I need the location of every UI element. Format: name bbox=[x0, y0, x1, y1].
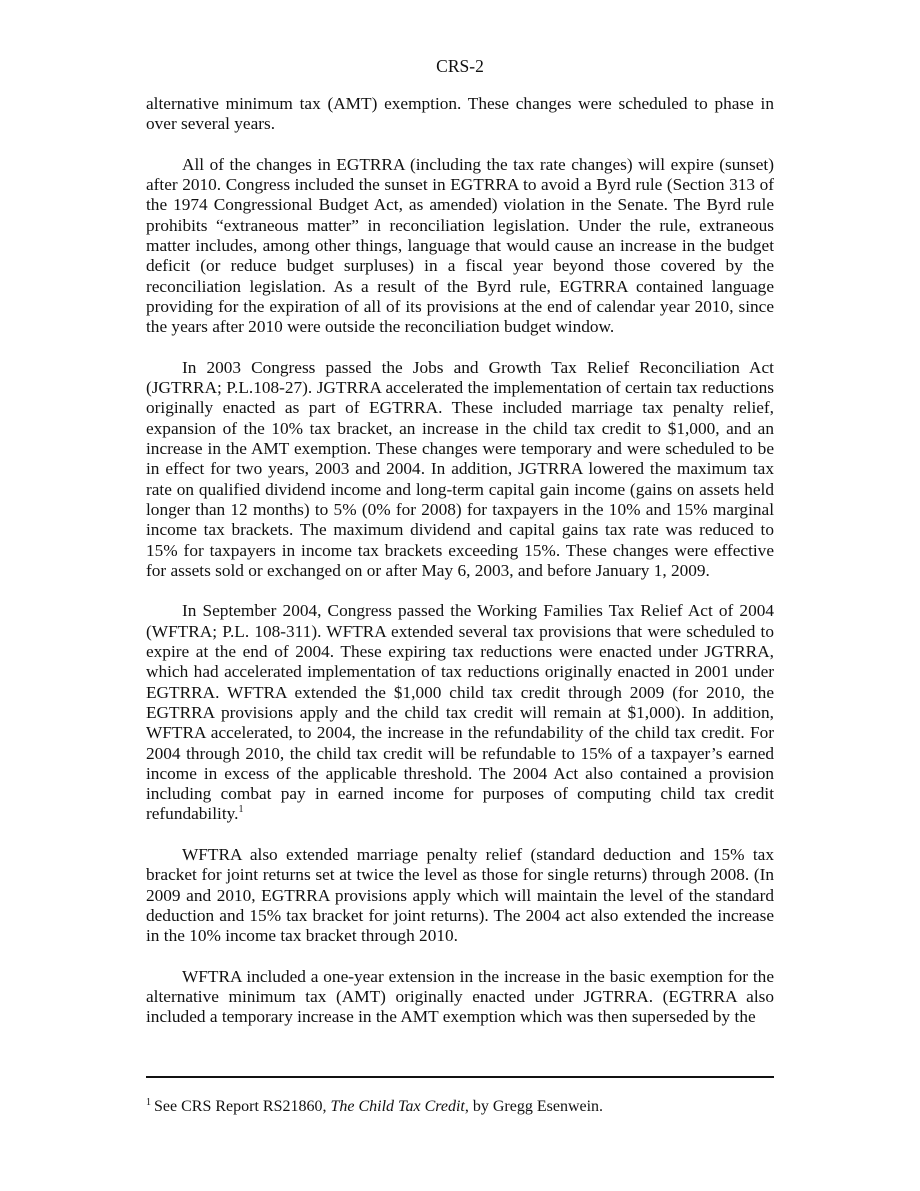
paragraph-jgtrra: In 2003 Congress passed the Jobs and Growth Tax Relief Reconciliation Act (JGTRRA; P.L.108-27). JGTRRA accelerated the implementation of certain tax reductions originally enacted as part of EGTRRA. These included marriage tax penalty relief, expansion of the 10% tax bracket, an increase in the child tax credit to $1,000, and an increase in the AMT exemption. These changes were temporary and were scheduled to be in effect for two years, 2003 and 2004. In addition, JGTRRA lowered the maximum tax rate on qualified dividend income and long-term capital gain income (gains on assets held longer than 12 months) to 5% (0% for 2008) for taxpayers in the 10% and 15% marginal income tax brackets. The maximum dividend and capital gains tax rate was reduced to 15% for taxpayers in income tax brackets exceeding 15%. These changes were effective for assets sold or exchanged on or after May 6, 2003, and before January 1, 2009. bbox=[146, 357, 774, 580]
paragraph-egtrra-sunset: All of the changes in EGTRRA (including the tax rate changes) will expire (sunset) after 2010. Congress included the sunset in EGTRRA to avoid a Byrd rule (Section 313 of the 1974 Congressional Budget Act, as amended) violation in the Senate. The Byrd rule prohibits “extraneous matter” in reconciliation legislation. Under the rule, extraneous matter includes, among other things, language that would cause an increase in the budget deficit (or reduce budget surpluses) in a fiscal year beyond those covered by the reconciliation legislation. As a result of the Byrd rule, EGTRRA contained language providing for the expiration of all of its provisions at the end of calendar year 2010, since the years after 2010 were outside the reconciliation budget window. bbox=[146, 154, 774, 337]
paragraph-wftra-marriage-penalty: WFTRA also extended marriage penalty relief (standard deduction and 15% tax bracket for joint returns set at twice the level as those for single returns) through 2008. (In 2009 and 2010, EGTRRA provisions apply which will maintain the level of the standard deduction and 15% tax bracket for joint returns). The 2004 act also extended the increase in the 10% income tax bracket through 2010. bbox=[146, 844, 774, 946]
paragraph-wftra-amt: WFTRA included a one-year extension in the increase in the basic exemption for the alternative minimum tax (AMT) originally enacted under JGTRRA. (EGTRRA also included a temporary increase in the AMT exemption which was then superseded by the bbox=[146, 966, 774, 1027]
paragraph-wftra-child-credit bbox=[146, 601, 774, 824]
footnote-report-title: The Child Tax Credit bbox=[330, 1098, 465, 1115]
footnote-text-after: , by Gregg Esenwein. bbox=[464, 1098, 604, 1115]
footnote-reference-mark[interactable]: 1 bbox=[238, 804, 244, 816]
footnote-divider bbox=[146, 1076, 774, 1078]
paragraph-wftra-child-credit-text: In September 2004, Congress passed the Working Families Tax Relief Act of 2004 (WFTRA; P.L. 108-311). WFTRA extended several tax provisions that were scheduled to expire at the end of 2004. These expiring tax reductions were enacted under JGTRRA, which had accelerated implementation of tax reductions originally enacted in 2001 under EGTRRA. WFTRA extended the $1,000 child tax credit through 2009 (for 2010, the EGTRRA provisions apply and the child tax credit will remain at $1,000). In addition, WFTRA accelerated, to 2004, the increase in the refundability of the child tax credit. For 2004 through 2010, the child tax credit will be refundable to 15% of a taxpayer’s earned income in excess of the applicable threshold. The 2004 Act also contained a provision including combat pay in earned income for purposes of computing child tax credit refundability. bbox=[146, 601, 774, 824]
paragraph-amt-continuation: alternative minimum tax (AMT) exemption. These changes were scheduled to phase in over several years. bbox=[146, 94, 774, 134]
document-body bbox=[146, 94, 774, 1028]
page-number-header: CRS-2 bbox=[436, 56, 484, 76]
footnote-number: 1 bbox=[146, 1097, 151, 1108]
footnote bbox=[146, 1097, 774, 1117]
footnote-text-before: See CRS Report RS21860, bbox=[154, 1098, 331, 1115]
